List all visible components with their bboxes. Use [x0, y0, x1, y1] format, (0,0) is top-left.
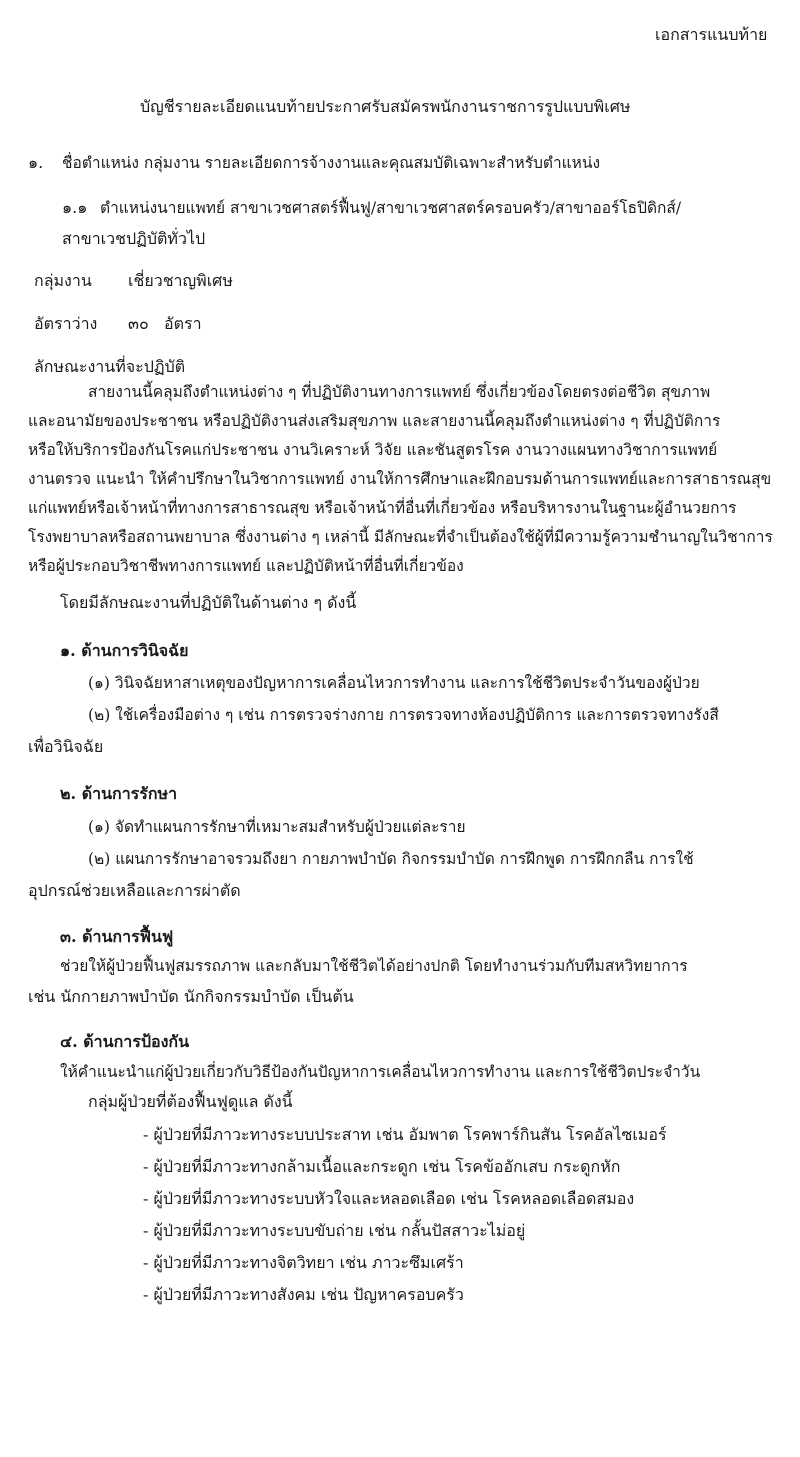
rehabilitation-line-2: เช่น นักกายภาพบำบัด นักกิจกรรมบำบัด เป็นต้น — [28, 987, 354, 1006]
patient-group-item: - ผู้ป่วยที่มีภาวะทางจิตวิทยา เช่น ภาวะซึมเศร้า — [143, 1253, 464, 1272]
treatment-item-2-cont: อุปกรณ์ช่วยเหลือและการผ่าตัด — [28, 881, 241, 900]
section-1-heading: ชื่อตำแหน่ง กลุ่มงาน รายละเอียดการจ้างงานและคุณสมบัติเฉพาะสำหรับตำแหน่ง — [62, 154, 601, 172]
description-line: สายงานนี้คลุมถึงตำแหน่งต่าง ๆ ที่ปฏิบัติงานทางการแพทย์ ซึ่งเกี่ยวข้องโดยตรงต่อชีวิต สุขภาพ — [88, 383, 711, 401]
diagnosis-item-1: (๑) วินิจฉัยหาสาเหตุของปัญหาการเคลื่อนไหวการทำงาน และการใช้ชีวิตประจำวันของผู้ป่วย — [88, 674, 700, 692]
treatment-item-2: (๒) แผนการรักษาอาจรวมถึงยา กายภาพบำบัด กิจกรรมบำบัด การฝึกพูด การฝึกกลืน การใช้ — [88, 850, 694, 868]
area-prevention-heading: ๔. ด้านการป้องกัน — [60, 1032, 190, 1051]
prevention-line-1: ให้คำแนะนำแก่ผู้ป่วยเกี่ยวกับวิธีป้องกันปัญหาการเคลื่อนไหวการทำงาน และการใช้ชีวิตประจำวัน — [60, 1063, 701, 1081]
attachment-label: เอกสารแนบท้าย — [655, 25, 768, 44]
vacancy-count: ๓๐ — [128, 314, 149, 333]
section-1-number: ๑. — [28, 153, 44, 172]
description-line: งานตรวจ แนะนำ ให้คำปรึกษาในวิชาการแพทย์ งานให้การศึกษาและฝึกอบรมด้านการแพทย์และการสาธารณสุข — [28, 470, 772, 488]
rehabilitation-line-1: ช่วยให้ผู้ป่วยฟื้นฟูสมรรถภาพ และกลับมาใช้ชีวิตได้อย่างปกติ โดยทำงานร่วมกับทีมสหวิทยาการ — [60, 957, 688, 975]
job-group-value: เชี่ยวชาญพิเศษ — [128, 271, 233, 290]
patient-group-item: - ผู้ป่วยที่มีภาวะทางระบบประสาท เช่น อัมพาต โรคพาร์กินสัน โรคอัลไซเมอร์ — [143, 1125, 667, 1144]
patient-group-item: - ผู้ป่วยที่มีภาวะทางระบบขับถ่าย เช่น กลั้นปัสสาวะไม่อยู่ — [143, 1221, 526, 1240]
diagnosis-item-2-cont: เพื่อวินิจฉัย — [28, 737, 104, 756]
patient-groups-intro: กลุ่มผู้ป่วยที่ต้องฟื้นฟูดูแล ดังนี้ — [88, 1092, 293, 1111]
job-group-label: กลุ่มงาน — [34, 271, 92, 290]
treatment-item-1: (๑) จัดทำแผนการรักษาที่เหมาะสมสำหรับผู้ป่วยแต่ละราย — [88, 818, 466, 836]
document-title: บัญชีรายละเอียดแนบท้ายประกาศรับสมัครพนักงานราชการรูปแบบพิเศษ — [140, 97, 631, 116]
areas-intro: โดยมีลักษณะงานที่ปฏิบัติในด้านต่าง ๆ ดังนี้ — [60, 593, 357, 612]
diagnosis-item-2: (๒) ใช้เครื่องมือต่าง ๆ เช่น การตรวจร่างกาย การตรวจทางห้องปฏิบัติการ และการตรวจทางรังสี — [88, 706, 719, 724]
description-line: หรือผู้ประกอบวิชาชีพทางการแพทย์ และปฏิบัติหน้าที่อื่นที่เกี่ยวข้อง — [28, 557, 464, 575]
description-line: และอนามัยของประชาชน หรือปฏิบัติงานส่งเสริมสุขภาพ และสายงานนี้คลุมถึงตำแหน่งต่าง ๆ ที่ปฏิบัติการ — [28, 412, 721, 430]
duties-heading: ลักษณะงานที่จะปฏิบัติ — [34, 357, 186, 376]
area-diagnosis-heading: ๑. ด้านการวินิจฉัย — [60, 641, 189, 660]
area-treatment-heading: ๒. ด้านการรักษา — [60, 784, 178, 803]
patient-group-item: - ผู้ป่วยที่มีภาวะทางระบบหัวใจและหลอดเลือด เช่น โรคหลอดเลือดสมอง — [143, 1189, 635, 1208]
vacancy-label: อัตราว่าง — [34, 314, 98, 333]
description-line: แก่แพทย์หรือเจ้าหน้าที่ทางการสาธารณสุข หรือเจ้าหน้าที่อื่นที่เกี่ยวข้อง หรือบริหารงานในฐานะผู้อำนวยการ — [28, 499, 737, 517]
area-rehabilitation-heading: ๓. ด้านการฟื้นฟู — [60, 927, 174, 946]
position-heading-line1: ตำแหน่งนายแพทย์ สาขาเวชศาสตร์ฟื้นฟู/สาขาเวชศาสตร์ครอบครัว/สาขาออร์โธปิดิกส์/ — [100, 199, 682, 217]
subsection-number: ๑.๑ — [62, 198, 88, 217]
position-heading-line2: สาขาเวชปฏิบัติทั่วไป — [62, 229, 206, 248]
description-line: หรือให้บริการป้องกันโรคแก่ประชาชน งานวิเคราะห์ วิจัย และชันสูตรโรค งานวางแผนทางวิชาการแพทย์ — [28, 441, 718, 459]
patient-group-item: - ผู้ป่วยที่มีภาวะทางกล้ามเนื้อและกระดูก เช่น โรคข้ออักเสบ กระดูกหัก — [143, 1157, 621, 1176]
description-line: โรงพยาบาลหรือสถานพยาบาล ซึ่งงานต่าง ๆ เหล่านี้ มีลักษณะที่จำเป็นต้องใช้ผู้ที่มีความรู้ความชำนาญในวิชาการ — [28, 528, 773, 546]
patient-group-item: - ผู้ป่วยที่มีภาวะทางสังคม เช่น ปัญหาครอบครัว — [143, 1285, 464, 1304]
vacancy-unit: อัตรา — [164, 314, 202, 333]
